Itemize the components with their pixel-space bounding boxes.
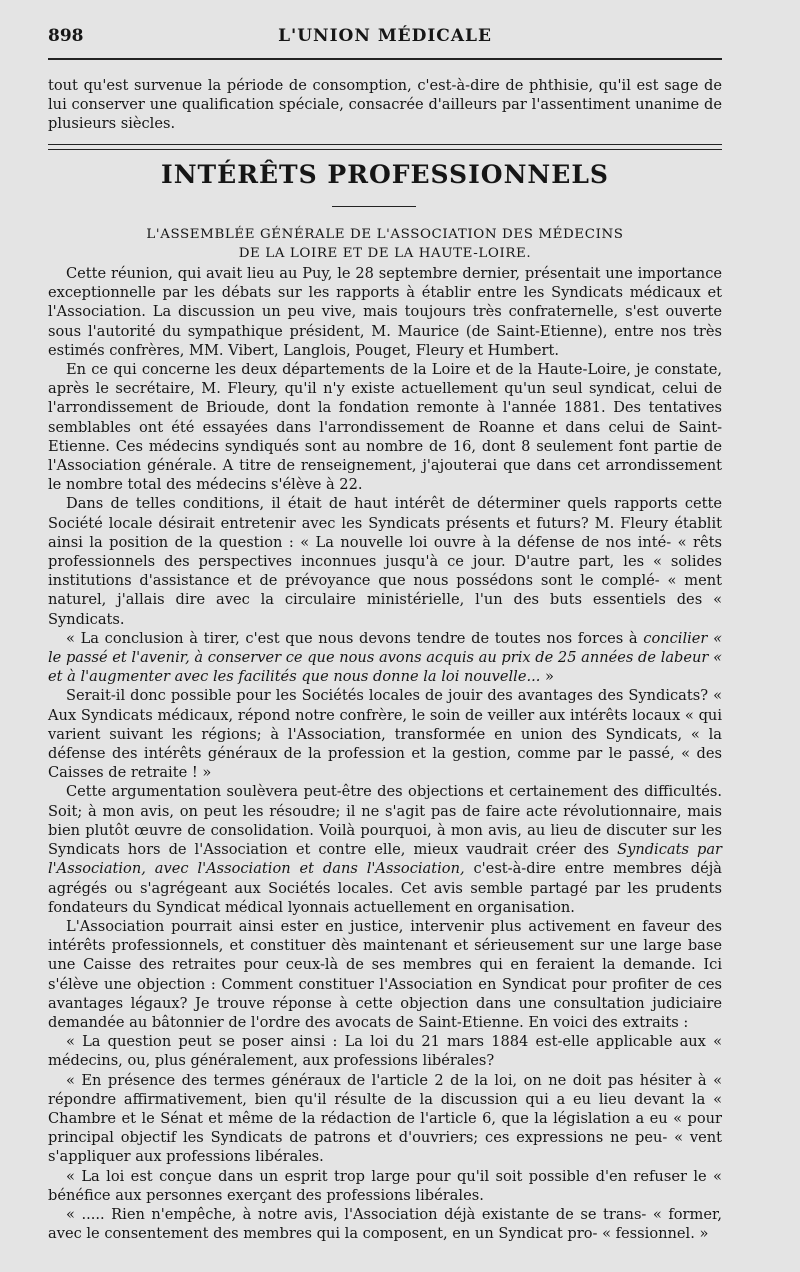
p5-lead: Cette argumentation soulèvera peut-être des objections et certainement des difficultés. Soit; à mon avis, on peut les résoudre; il ne s'agit pas de faire acte révolutionnaire, mais bien plutôt œuvre de consolidation. Voilà pourquoi, à mon avis, au lieu de discuter sur les Syndicats hors de l'Association et contre elle, mieux vaudrait créer des (48, 783, 722, 859)
paragraph-10: « ..... Rien n'empêche, à notre avis, l'Association déjà existante de se trans- « former, avec le consentement des membres qui la composent, en un Syndicat pro- « fessionnel. » (48, 1205, 722, 1243)
section-title: INTÉRÊTS PROFESSIONNELS (161, 160, 609, 189)
article-body (48, 264, 722, 1243)
header-rule (48, 58, 722, 60)
paragraph-2: En ce qui concerne les deux départements de la Loire et de la Haute-Loire, je constate, après le secrétaire, M. Fleury, qu'il n'y existe actuellement qu'un seul syndicat, celui de l'arrondissement de Brioude, dont la fondation remonte à l'année 1881. Des tentatives semblables ont été essayées dans l'arrondissement de Roanne et dans celui de Saint-Etienne. Ces médecins syndiqués sont au nombre de 16, dont 8 seulement font partie de l'Association générale. A titre de renseignement, j'ajouterai que dans cet arrondissement le nombre total des médecins s'élève à 22. (48, 361, 722, 494)
paragraph-6: L'Association pourrait ainsi ester en justice, intervenir plus activement en faveur des intérêts professionnels, et constituer dès maintenant et sérieusement sur une large base une Caisse des retraites pour ceux-là de ses membres qui en feraient la demande. Ici s'élève une objection : Comment constituer l'Association en Syndicat pour profiter de ces avantages légaux? Je trouve réponse à cette objection dans une consultation judiciaire demandée au bâtonnier de l'ordre des avocats de Saint-Etienne. En voici des extraits : (48, 917, 722, 1031)
paragraph-4: Serait-il donc possible pour les Sociétés locales de jouir des avantages des Syndicats? « Aux Syndicats médicaux, répond notre confrère, le soin de veiller aux intérêts locaux « qui varient suivant les régions; à l'Association, transformée en union des Syndicats, « la défense des intérêts généraux de la profession et la gestion, comme par le passé, « des Caisses de retraite ! » (48, 687, 722, 782)
p5-italic: Syndicats par l'Association, avec l'Association et dans l'Association, (48, 841, 722, 878)
intro-text (48, 76, 722, 134)
intro-paragraph: tout qu'est survenue la période de consomption, c'est-à-dire de phthisie, qu'il est sage de lui conserver une qualification spéciale, consacrée d'ailleurs par l'assentiment unanime de plusieurs siècles. (48, 77, 722, 133)
quote-close: » (540, 668, 554, 686)
section-divider (48, 144, 722, 150)
paragraph-5 (48, 782, 722, 916)
article-subtitle (48, 225, 722, 263)
paragraph-1: Cette réunion, qui avait lieu au Puy, le 28 septembre dernier, présentait une importance exceptionnelle par les débats sur les rapports à établir entre les Syndicats médicaux et l'Association. La discussion un peu vive, mais toujours très confraternelle, s'est ouverte sous l'autorité du sympathique président, M. Maurice (de Saint-Etienne), entre nos très estimés confrères, MM. Vibert, Langlois, Pouget, Fleury et Humbert. (48, 265, 722, 359)
p5-tail: c'est-à-dire entre membres déjà agrégés ou s'agrégeant aux Sociétés locales. Cet avis semble partagé par les prudents fondateurs du Syndicat médical lyonnais actuellement en organisation. (48, 860, 722, 916)
title-underline (332, 206, 416, 207)
subtitle-line-1: L'ASSEMBLÉE GÉNÉRALE DE L'ASSOCIATION DES MÉDECINS (146, 227, 624, 242)
quote-italic: concilier « le passé et l'avenir, à conserver ce que nous avons acquis au prix de 25 années de labeur « et à l'augmenter avec les facilités que nous donne la loi nouvelle... (48, 629, 723, 686)
paragraph-quote (48, 629, 722, 687)
subtitle-line-2: DE LA LOIRE ET DE LA HAUTE-LOIRE. (238, 246, 532, 261)
paragraph-7: « La question peut se poser ainsi : La loi du 21 mars 1884 est-elle applicable aux « médecins, ou, plus généralement, aux professions libérales? (48, 1033, 722, 1070)
page-number: 898 (48, 26, 84, 46)
journal-title: L'UNION MÉDICALE (278, 26, 492, 46)
running-header (48, 22, 722, 52)
quote-lead: « La conclusion à tirer, c'est que nous devons tendre de toutes nos forces à (66, 629, 644, 647)
paragraph-9: « La loi est conçue dans un esprit trop large pour qu'il soit possible d'en refuser le « bénéfice aux personnes exerçant des professions libérales. (48, 1167, 722, 1204)
paragraph-8: « En présence des termes généraux de l'article 2 de la loi, on ne doit pas hésiter à « répondre affirmativement, bien qu'il résulte de la discussion qui a eu lieu devant la « Chambre et le Sénat et même de la rédaction de l'article 6, que la législation a eu « pour principal objectif les Syndicats de patrons et d'ouvriers; ces expressions ne peu- « vent s'appliquer aux professions libérales. (48, 1071, 722, 1166)
paragraph-3: Dans de telles conditions, il était de haut intérêt de déterminer quels rapports cette Société locale désirait entretenir avec les Syndicats présents et futurs? M. Fleury établit ainsi la position de la question : « La nouvelle loi ouvre à la défense de nos inté- « rêts professionnels des perspectives inconnues jusqu'à ce jour. D'autre part, les « solides institutions d'assistance et de prévoyance que nous possédons sont le complé- « ment naturel, j'allais dire avec la circulaire ministérielle, l'un des buts essentiels des « Syndicats. (48, 495, 722, 628)
